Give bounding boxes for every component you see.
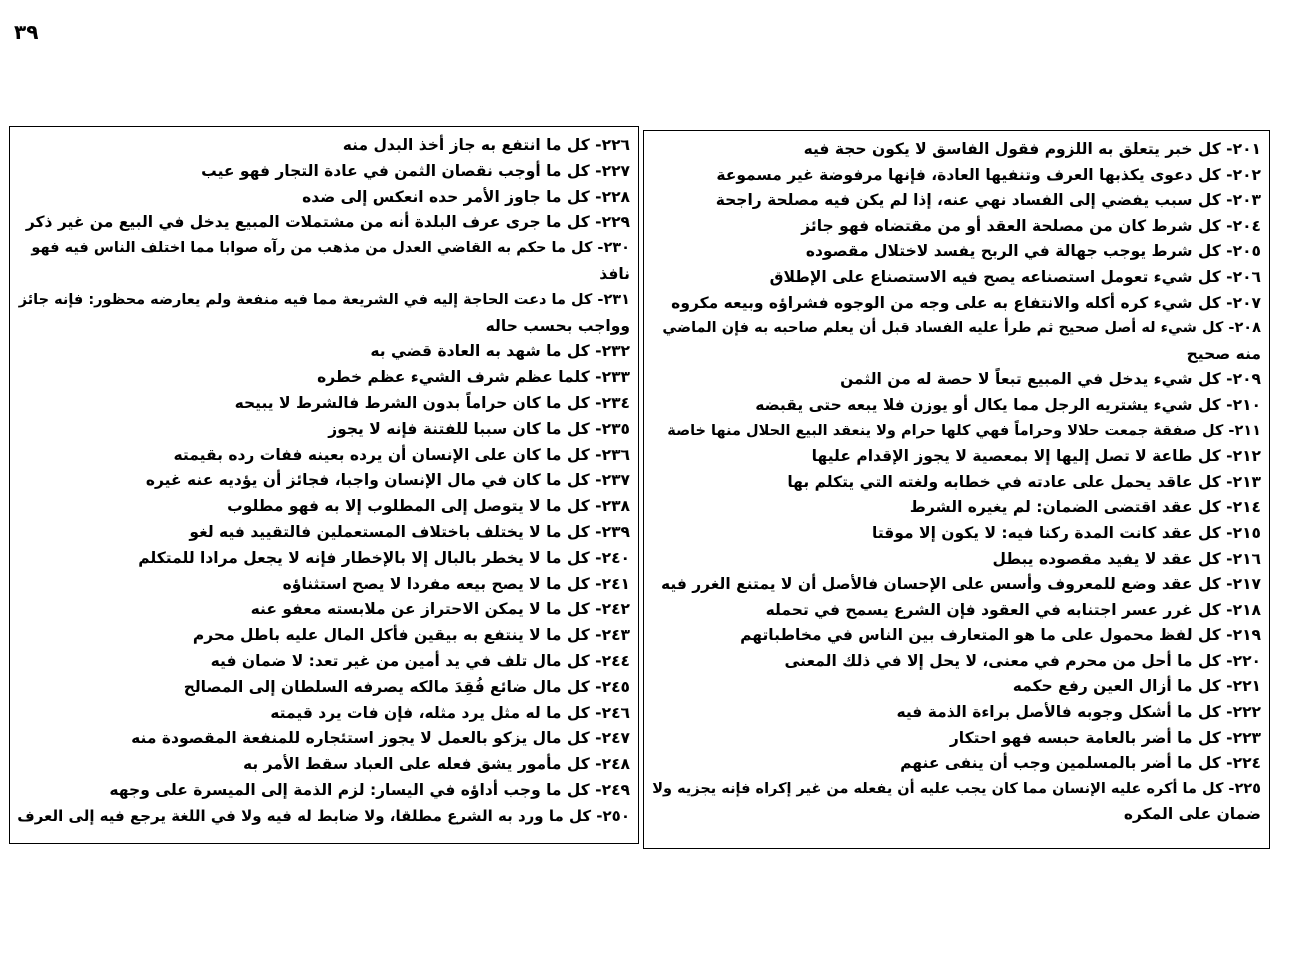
- rule-line: ٢٤٥- كل مال ضائع فُقِدَ مالكه يصرفه السلطان إلى المصالح: [183, 677, 630, 696]
- rule-line: ٢٤٨- كل مأمور يشق فعله على العباد سقط الأمر به: [243, 755, 630, 774]
- rule-line: ٢٠٦- كل شيء تعومل استصناعه يصح فيه الاستصناع على الإطلاق: [769, 267, 1261, 286]
- rule-line: ٢٠٨- كل شيء له أصل صحيح ثم طرأ عليه الفساد قبل أن يعلم صاحبه به فإن الماضي: [662, 320, 1261, 337]
- left-column: [9, 126, 639, 844]
- rule-line: ٢٣٦- كل ما كان على الإنسان أن يرده بعينه ففات رده بقيمته: [173, 445, 630, 464]
- rule-line: ٢١٠- كل شيء يشتريه الرجل مما يكال أو يوزن فلا يبعه حتى يقبضه: [755, 395, 1261, 414]
- rule-line: ٢٢٦- كل ما انتفع به جاز أخذ البدل منه: [342, 136, 630, 154]
- rule-line: ٢٤٦- كل ما له مثل يرد مثله، فإن فات يرد قيمته: [270, 703, 630, 722]
- rule-line: ٢٤٠- كل ما لا يخطر بالبال إلا بالإخطار فإنه لا يجعل مرادا للمتكلم: [138, 548, 630, 567]
- rule-line: ٢٠٥- كل شرط يوجب جهالة في الربح يفسد لاختلال مقصوده: [805, 242, 1261, 261]
- rule-line: ٢٣١- كل ما دعت الحاجة إليه في الشريعة مما فيه منفعة ولم يعارضه محظور: فإنه جائز: [18, 291, 630, 308]
- rule-line: منه صحيح: [1186, 344, 1261, 363]
- rule-line: ٢٠٣- كل سبب يفضي إلى الفساد نهي عنه، إذا لم يكن فيه مصلحة راجحة: [715, 191, 1261, 210]
- rule-line: ٢١٦- كل عقد لا يفيد مقصوده يبطل: [992, 549, 1261, 568]
- rule-line: ٢٢٥- كل ما أكره عليه الإنسان مما كان يجب عليه أن يفعله من غير إكراه فإنه يجزيه ولا: [652, 780, 1261, 797]
- rule-line: ٢٣٥- كل ما كان سببا للفتنة فإنه لا يجوز: [328, 419, 630, 438]
- rule-line: ٢٠٤- كل شرط كان من مصلحة العقد أو من مقتضاه فهو جائز: [801, 216, 1261, 235]
- rule-line: ٢٢٩- كل ما جرى عرف البلدة أنه من مشتملات المبيع يدخل في البيع من غير ذكر: [25, 213, 630, 232]
- rule-line: ٢١٥- كل عقد كانت المدة ركنا فيه: لا يكون إلا موقتا: [872, 523, 1261, 542]
- rule-line: ٢٣٣- كلما عظم شرف الشيء عظم خطره: [317, 368, 630, 387]
- rule-line: ٢٤١- كل ما لا يصح بيعه مفردا لا يصح استثناؤه: [282, 574, 630, 593]
- rule-line: ٢٢٧- كل ما أوجب نقصان الثمن في عادة التجار فهو عيب: [201, 161, 630, 180]
- rule-line: ٢٤٩- كل ما وجب أداؤه في اليسار: لزم الذمة إلى الميسرة على وجهه: [109, 780, 630, 799]
- rule-line: ٢٣٢- كل ما شهد به العادة قضي به: [370, 342, 630, 361]
- rule-line: ٢١٨- كل غرر عسر اجتنابه في العقود فإن الشرع يسمح في تحمله: [765, 600, 1261, 619]
- rule-line: ٢٣٤- كل ما كان حراماً بدون الشرط فالشرط لا يبيحه: [234, 393, 630, 412]
- rule-line: ضمان على المكره: [1123, 805, 1261, 824]
- rule-line: ٢٤٤- كل مال تلف في يد أمين من غير تعد: لا ضمان فيه: [210, 651, 630, 670]
- rule-line: ٢٢١- كل ما أزال العين رفع حكمه: [1012, 677, 1261, 696]
- rule-line: ٢١٤- كل عقد اقتضى الضمان: لم يغيره الشرط: [909, 498, 1261, 517]
- rule-line: ٢٢٢- كل ما أشكل وجوبه فالأصل براءة الذمة فيه: [896, 703, 1261, 722]
- rule-line: ٢٣٧- كل ما كان في مال الإنسان واجبا، فجائز أن يؤديه عنه غيره: [145, 471, 630, 490]
- rule-line: ٢٠٢- كل دعوى يكذبها العرف وتنفيها العادة، فإنها مرفوضة غير مسموعة: [716, 165, 1261, 184]
- rule-line: ٢٠٩- كل شيء يدخل في المبيع تبعاً لا حصة له من الثمن: [840, 370, 1261, 389]
- rule-line: ٢٠١- كل خبر يتعلق به اللزوم فقول الفاسق لا يكون حجة فيه: [803, 140, 1261, 158]
- rule-line: ٢١١- كل صفقة جمعت حلالا وحراماً فهي كلها حرام ولا ينعقد البيع الحلال منها خاصة: [667, 422, 1261, 439]
- rule-line: ٢٣٩- كل ما لا يختلف باختلاف المستعملين فالتقييد فيه لغو: [189, 522, 630, 541]
- page-number: ٣٩: [14, 20, 39, 44]
- right-column: [643, 130, 1270, 849]
- rule-line: ٢١٩- كل لفظ محمول على ما هو المتعارف بين الناس في مخاطباتهم: [740, 626, 1261, 645]
- rule-line: ٢٢٤- كل ما أضر بالمسلمين وجب أن ينفى عنهم: [900, 754, 1261, 773]
- rule-line: ٢٤٢- كل ما لا يمكن الاحتراز عن ملابسته معفو عنه: [250, 600, 630, 619]
- rule-line: ٢١٣- كل عاقد يحمل على عادته في خطابه ولغته التي يتكلم بها: [787, 472, 1261, 491]
- rule-line: ٢٣٠- كل ما حكم به القاضي العدل من مذهب من رآه صوابا مما اختلف الناس فيه فهو: [31, 240, 630, 257]
- rule-line: ٢٠٧- كل شيء كره أكله والانتفاع به على وجه من الوجوه فشراؤه وبيعه مكروه: [671, 293, 1261, 312]
- rule-line: نافذ: [599, 264, 630, 283]
- rule-line: ٢٤٧- كل مال يزكو بالعمل لا يجوز استئجاره للمنفعة المقصودة منه: [131, 729, 630, 748]
- rule-line: ٢١٧- كل عقد وضع للمعروف وأسس على الإحسان فالأصل أن لا يمتنع الغرر فيه: [660, 575, 1261, 594]
- rule-line: ٢٢٠- كل ما أحل من محرم في معنى، لا يحل إلا في ذلك المعنى: [784, 651, 1261, 670]
- rule-line: ٢٤٣- كل ما لا ينتفع به بيقين فأكل المال عليه باطل محرم: [192, 626, 630, 645]
- rule-line: وواجب بحسب حاله: [485, 316, 630, 335]
- rule-line: ٢٥٠- كل ما ورد به الشرع مطلقا، ولا ضابط له فيه ولا في اللغة يرجع فيه إلى العرف: [17, 806, 630, 825]
- rule-line: ٢٣٨- كل ما لا يتوصل إلى المطلوب إلا به فهو مطلوب: [227, 497, 630, 516]
- rule-line: ٢٢٨- كل ما جاوز الأمر حده انعكس إلى ضده: [302, 187, 630, 206]
- rule-line: ٢٢٣- كل ما أضر بالعامة حبسه فهو احتكار: [949, 728, 1261, 747]
- rule-line: ٢١٢- كل طاعة لا تصل إليها إلا بمعصية لا يجوز الإقدام عليها: [811, 447, 1261, 466]
